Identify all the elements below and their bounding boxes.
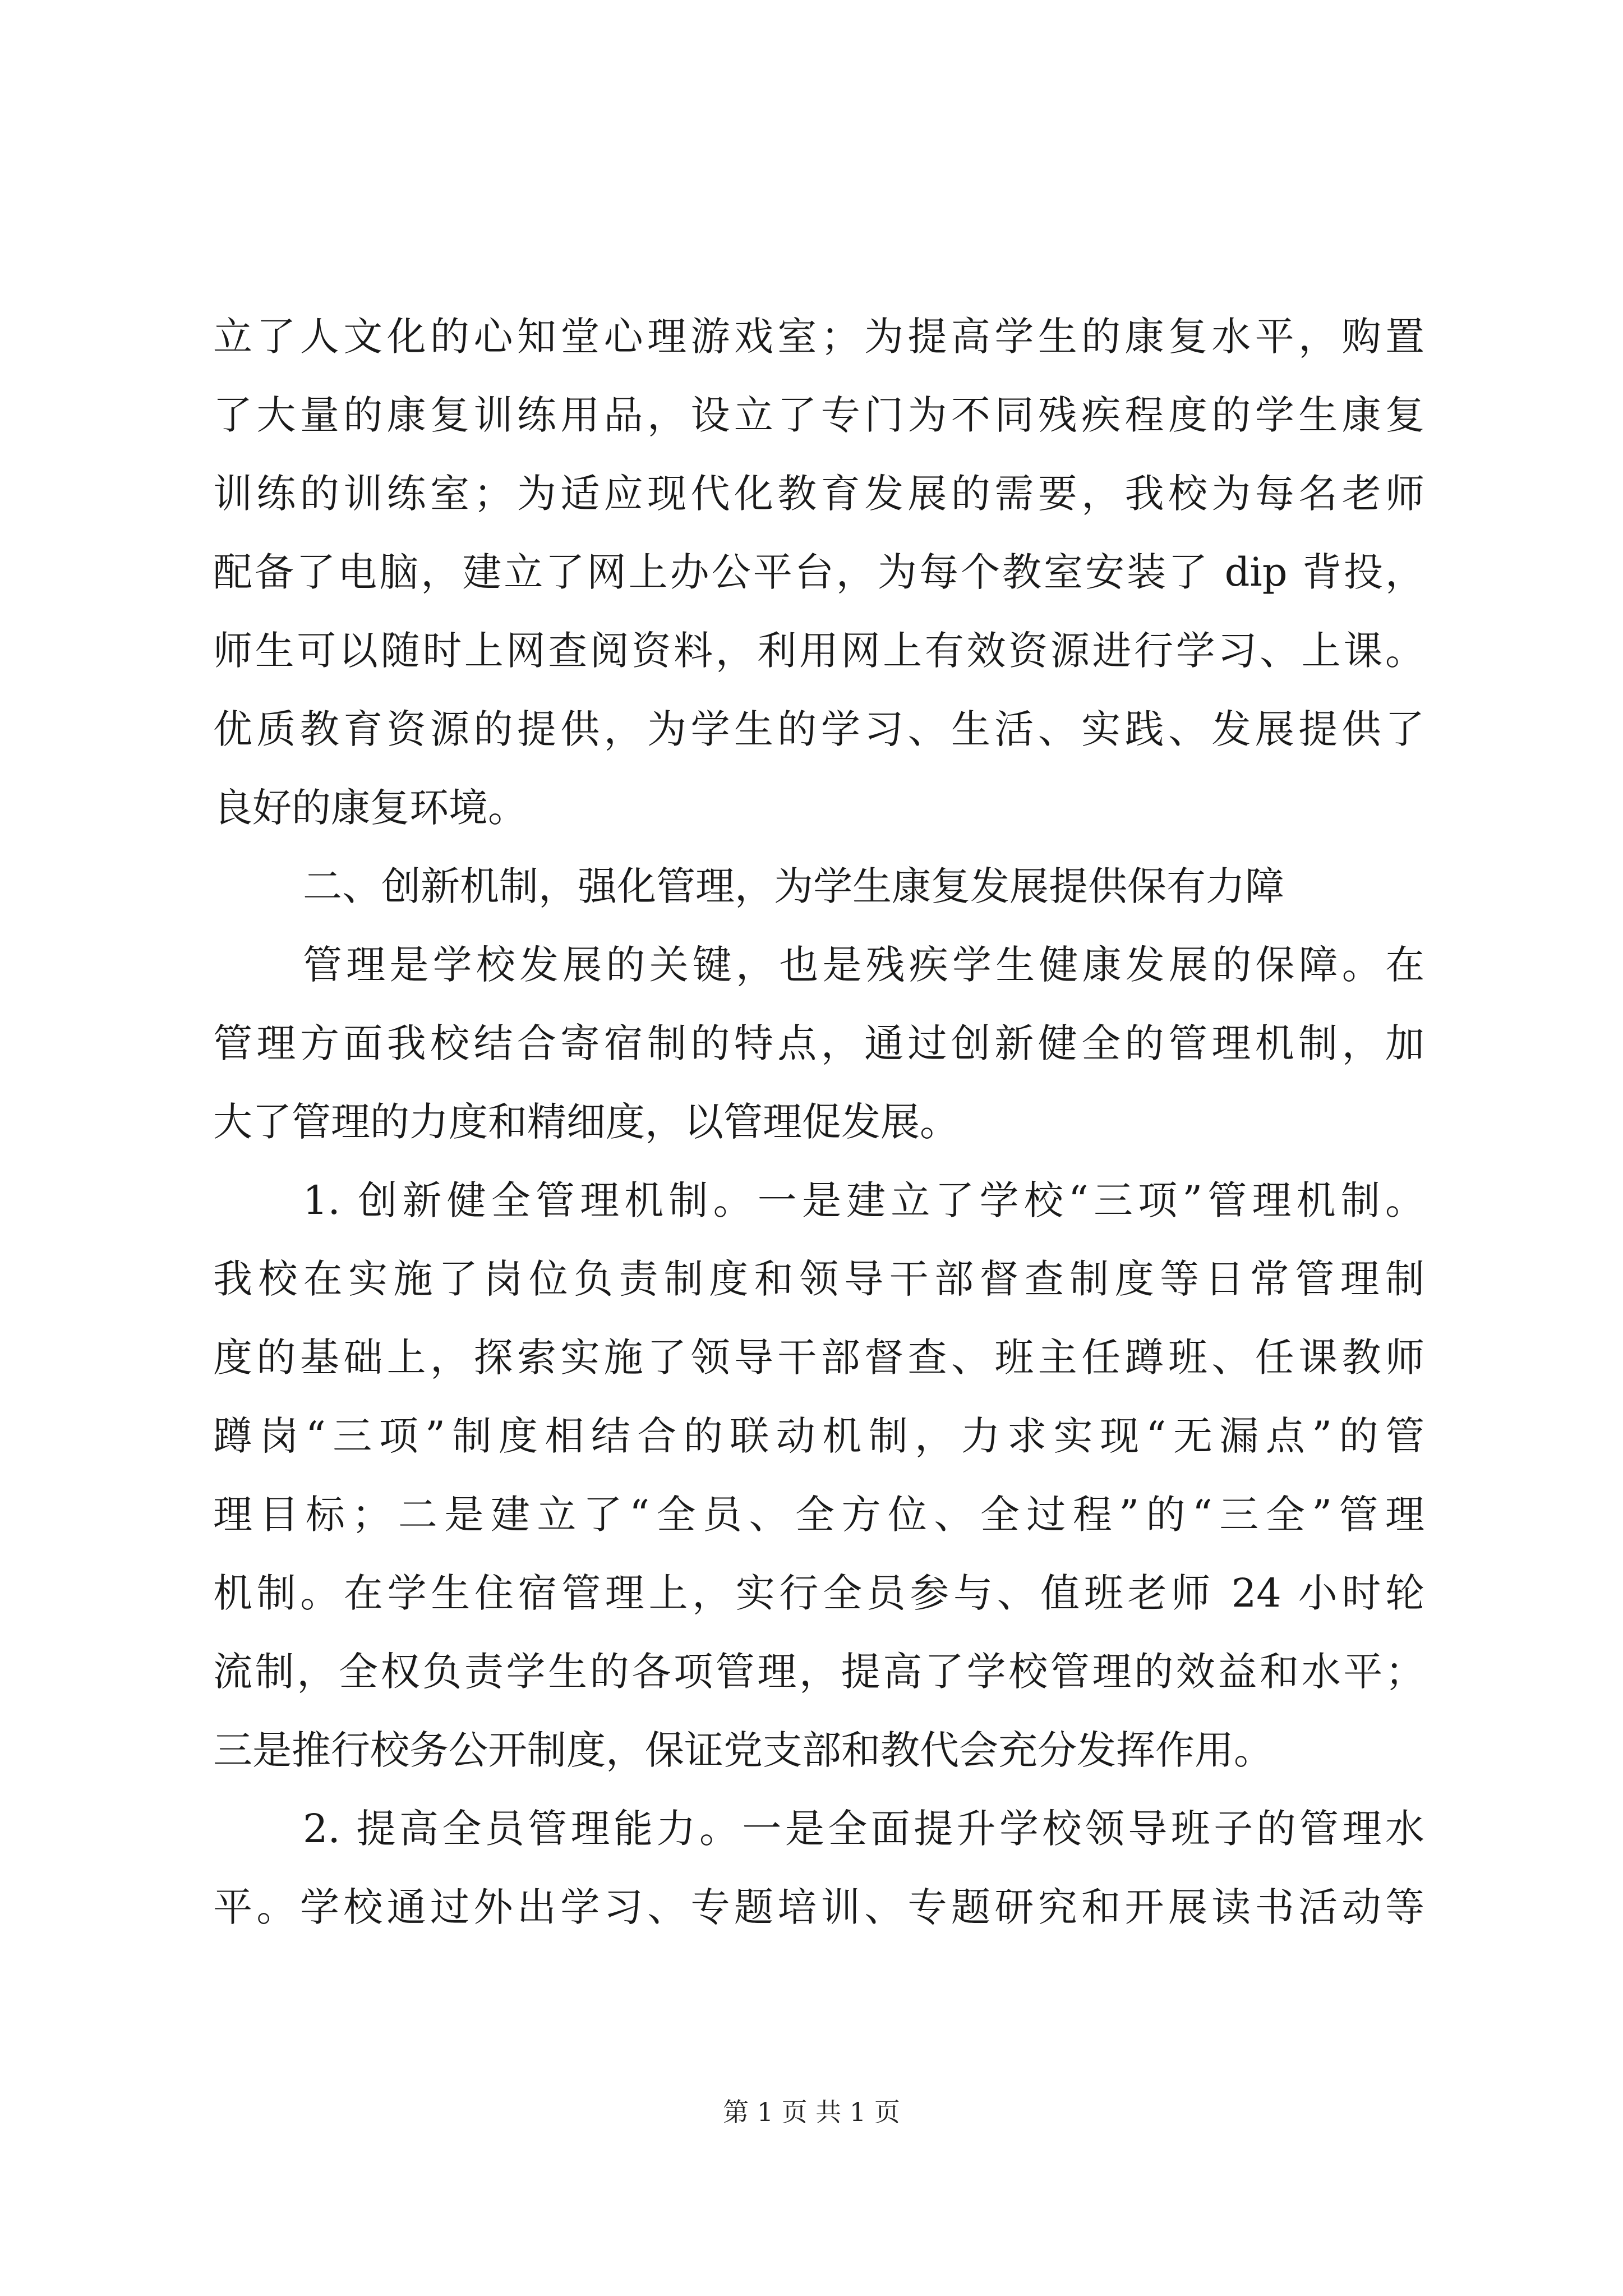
section-heading: 二、创新机制，强化管理，为学生康复发展提供保有力障 — [303, 863, 1284, 909]
text-line: 良好的康复环境。 — [213, 785, 527, 831]
text-line: 管理是学校发展的关键，也是残疾学生健康发展的保障。在 — [303, 942, 1424, 988]
text-line: 师生可以随时上网查阅资料，利用网上有效资源进行学习、上课。 — [213, 628, 1424, 674]
text-line: 大了管理的力度和精细度，以管理促发展。 — [213, 1099, 959, 1145]
text-line: 了大量的康复训练用品，设立了专门为不同残疾程度的学生康复 — [213, 392, 1424, 438]
text-line: 度的基础上，探索实施了领导干部督查、班主任蹲班、任课教师 — [213, 1335, 1424, 1381]
text-line: 1. 创新健全管理机制。一是建立了学校“三项”管理机制。 — [303, 1177, 1424, 1223]
page-footer: 第 1 页 共 1 页 — [723, 2097, 900, 2127]
text-line: 流制，全权负责学生的各项管理，提高了学校管理的效益和水平； — [213, 1649, 1424, 1695]
text-line: 立了人文化的心知堂心理游戏室；为提高学生的康复水平，购置 — [213, 314, 1424, 360]
text-line: 训练的训练室；为适应现代化教育发展的需要，我校为每名老师 — [213, 471, 1424, 517]
text-line: 三是推行校务公开制度，保证党支部和教代会充分发挥作用。 — [213, 1727, 1273, 1773]
text-line: 机制。在学生住宿管理上，实行全员参与、值班老师 24 小时轮 — [213, 1570, 1424, 1616]
text-line: 优质教育资源的提供，为学生的学习、生活、实践、发展提供了 — [213, 706, 1424, 752]
text-line: 蹲岗“三项”制度相结合的联动机制，力求实现“无漏点”的管 — [213, 1413, 1424, 1459]
text-line: 2. 提高全员管理能力。一是全面提升学校领导班子的管理水 — [303, 1806, 1424, 1852]
document-body — [213, 297, 1424, 1947]
text-line: 理目标；二是建立了“全员、全方位、全过程”的“三全”管理 — [213, 1492, 1424, 1538]
text-line: 管理方面我校结合寄宿制的特点，通过创新健全的管理机制，加 — [213, 1020, 1424, 1066]
text-line: 配备了电脑，建立了网上办公平台，为每个教室安装了 dip 背投， — [213, 549, 1424, 595]
text-line: 平。学校通过外出学习、专题培训、专题研究和开展读书活动等 — [213, 1884, 1424, 1930]
text-line: 我校在实施了岗位负责制度和领导干部督查制度等日常管理制 — [213, 1256, 1424, 1302]
